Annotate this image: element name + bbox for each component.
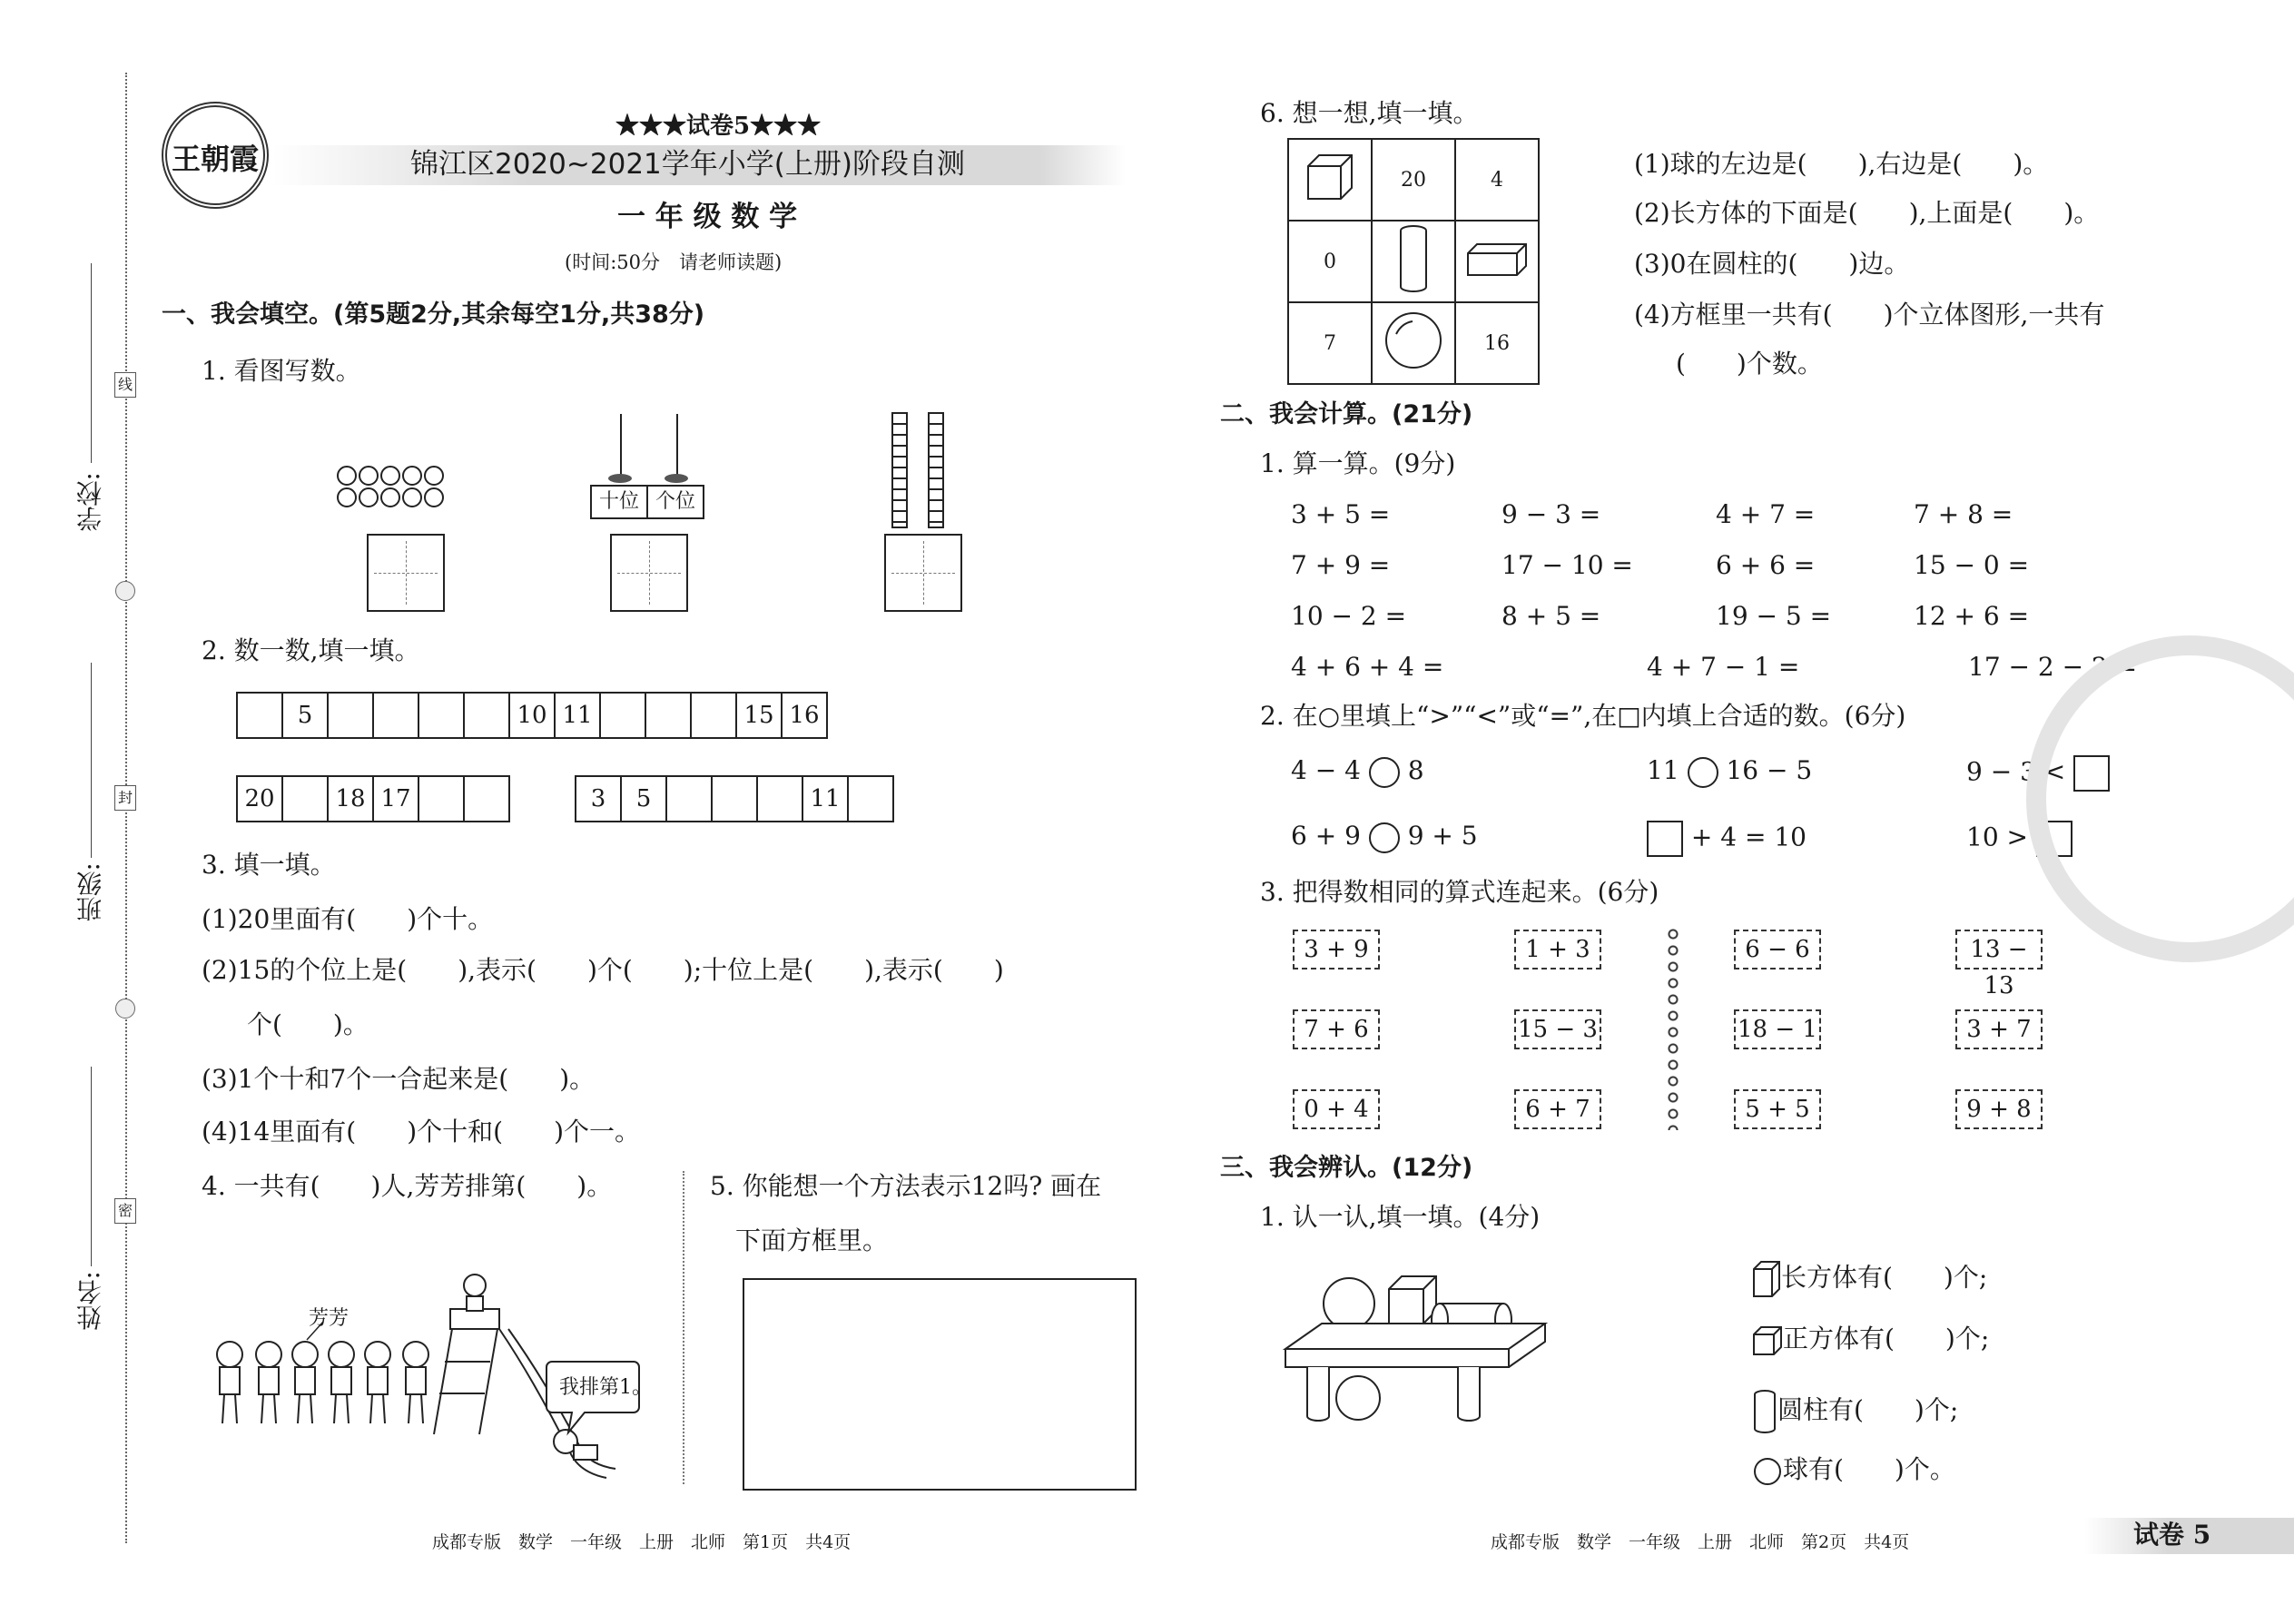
match-expr[interactable]: 1 + 3 <box>1514 930 1601 969</box>
grid-cell: 16 <box>1455 302 1539 384</box>
match-expr[interactable]: 18 − 1 <box>1734 1009 1821 1049</box>
q3-d: (4)14里面有( )个十和( )个一。 <box>202 1117 640 1147</box>
grid-cell-ball <box>1372 302 1455 384</box>
logo-text: 王朝霞 <box>171 142 259 176</box>
footer-right: 成都专版 数学 一年级 上册 北师 第2页 共4页 <box>1491 1532 1910 1552</box>
match-expr[interactable]: 9 + 8 <box>1955 1089 2043 1129</box>
paper-number: ★★★试卷5★★★ <box>615 113 822 140</box>
q5-label-1: 5. 你能想一个方法表示12吗? 画在 <box>710 1171 1102 1201</box>
seq-cell: 15 <box>736 693 782 738</box>
compare-right: + 4 = 10 <box>1690 822 1807 852</box>
solids-table-illustration <box>1280 1256 1552 1429</box>
calc-item: 15 − 0 = <box>1914 550 2030 580</box>
sequence-row-2a <box>236 775 510 822</box>
answer-box-1[interactable] <box>367 534 445 612</box>
name-label: 姓名: <box>75 1271 105 1331</box>
class-label: 班级: <box>75 862 105 922</box>
match-expr[interactable]: 13 − 13 <box>1955 930 2043 969</box>
seq-cell[interactable] <box>237 693 282 738</box>
compare-left: 9 − 3 < <box>1966 756 2066 787</box>
ball-icon <box>1752 1456 1783 1487</box>
cylinder-count-text: 圆柱有( )个; <box>1777 1394 1959 1425</box>
match-expr[interactable]: 3 + 9 <box>1293 930 1380 969</box>
section3-heading: 三、我会辨认。(12分) <box>1220 1154 1473 1182</box>
top-child <box>464 1275 486 1311</box>
compare-e <box>1647 821 1807 857</box>
grid-cell-cube <box>1288 139 1372 221</box>
cuboid-icon <box>1464 239 1530 279</box>
cube-count <box>1752 1324 1989 1356</box>
ones-label: 个位 <box>655 490 695 513</box>
q3-b2: 个( )。 <box>247 1009 369 1039</box>
q6-d2: ( )个数。 <box>1676 349 1823 379</box>
identify-label: 1. 认一认,填一填。(4分) <box>1260 1202 1541 1232</box>
q6-d1: (4)方框里一共有( )个立体图形,一共有 <box>1634 300 2105 330</box>
seq-cell[interactable] <box>464 776 509 822</box>
seq-cell[interactable] <box>464 693 509 738</box>
cube-stack-2 <box>928 412 944 528</box>
fangfang-tag: 芳芳 <box>309 1307 350 1330</box>
match-expr[interactable]: 15 − 3 <box>1514 1009 1601 1049</box>
compare-b <box>1647 755 1812 788</box>
q5-label-2: 下面方框里。 <box>735 1225 889 1255</box>
q3-b1: (2)15的个位上是( ),表示( )个( );十位上是( ),表示( ) <box>202 955 1004 985</box>
school-line <box>91 263 92 463</box>
match-expr[interactable]: 7 + 6 <box>1293 1009 1380 1049</box>
ball-count <box>1752 1454 1955 1487</box>
cylinder-icon <box>1752 1389 1777 1434</box>
calc-item: 6 + 6 = <box>1716 550 1816 580</box>
q4-label: 4. 一共有( )人,芳芳排第( )。 <box>202 1171 613 1201</box>
q3-c: (3)1个十和7个一合起来是( )。 <box>202 1064 596 1094</box>
compare-a <box>1291 755 1424 788</box>
compare-left: 10 > <box>1966 822 2028 852</box>
q3-label: 3. 填一填。 <box>202 850 336 880</box>
seq-cell[interactable] <box>418 776 464 822</box>
compare-right: 9 + 5 <box>1407 821 1478 851</box>
speech-text: 我排第1。 <box>559 1376 652 1399</box>
q2-label: 2. 数一数,填一填。 <box>202 635 420 665</box>
binding-hole-1 <box>115 581 135 601</box>
seq-cell: 10 <box>509 693 555 738</box>
cube-count-text: 正方体有( )个; <box>1783 1324 1990 1353</box>
calc-item: 17 − 2 − 2 = <box>1968 652 2138 682</box>
compare-circle[interactable] <box>1369 757 1400 788</box>
mark-xian: 线 <box>114 372 136 398</box>
seq-cell[interactable] <box>418 693 464 738</box>
cuboid-count <box>1752 1260 1987 1298</box>
seq-cell: 20 <box>237 776 282 822</box>
fill-box[interactable] <box>1647 821 1683 857</box>
answer-box-2[interactable] <box>610 534 688 612</box>
calc-item: 19 − 5 = <box>1716 601 1832 631</box>
q6-b: (2)长方体的下面是( ),上面是( )。 <box>1634 198 2100 228</box>
abacus-bead-ones <box>665 474 688 483</box>
compare-circle[interactable] <box>1688 757 1718 788</box>
q6-a: (1)球的左边是( ),右边是( )。 <box>1634 149 2049 179</box>
compare-circle[interactable] <box>1369 822 1400 853</box>
grid-cell: 7 <box>1288 302 1372 384</box>
sequence-row-2b <box>575 775 894 822</box>
seq-cell[interactable] <box>757 776 802 822</box>
seq-cell: 5 <box>282 693 328 738</box>
compare-right: 16 − 5 <box>1726 755 1813 785</box>
compare-left: 11 <box>1647 755 1679 785</box>
tens-label: 十位 <box>592 487 648 517</box>
seq-cell[interactable] <box>373 693 418 738</box>
grid-cell-cylinder <box>1372 221 1455 302</box>
q4-q5-divider <box>683 1171 684 1484</box>
cube-icon <box>1303 150 1357 204</box>
abacus-rod-ones <box>676 414 678 481</box>
ball-shape <box>1324 1278 1374 1329</box>
cube-icon <box>1752 1325 1783 1356</box>
cuboid-icon <box>1752 1260 1781 1298</box>
calc-item: 8 + 5 = <box>1501 601 1601 631</box>
match-expr[interactable]: 0 + 4 <box>1293 1089 1380 1129</box>
calc-label: 1. 算一算。(9分) <box>1260 448 1456 478</box>
cylinder-count <box>1752 1389 1958 1434</box>
match-expr[interactable]: 6 − 6 <box>1734 930 1821 969</box>
compare-right: 8 <box>1407 755 1424 785</box>
calc-item: 4 + 7 − 1 = <box>1647 652 1800 682</box>
grid-cell: 0 <box>1288 221 1372 302</box>
match-expr[interactable]: 6 + 7 <box>1514 1089 1601 1129</box>
calc-item: 4 + 6 + 4 = <box>1291 652 1444 682</box>
calc-item: 10 − 2 = <box>1291 601 1407 631</box>
calc-item: 3 + 5 = <box>1291 499 1391 529</box>
exam-subject: 一 年 级 数 学 <box>617 201 798 233</box>
secret-seal-watermark <box>2026 635 2294 962</box>
match-divider <box>1667 926 1679 1130</box>
seq-cell: 5 <box>621 776 666 822</box>
abacus-bead-tens <box>608 474 632 483</box>
q6-label: 6. 想一想,填一填。 <box>1260 98 1479 128</box>
calc-item: 12 + 6 = <box>1914 601 2030 631</box>
answer-box-3[interactable] <box>884 534 962 612</box>
seq-cell[interactable] <box>848 776 893 822</box>
section1-heading: 一、我会填空。(第5题2分,其余每空1分,共38分) <box>162 300 705 329</box>
name-line <box>91 1067 92 1266</box>
class-line <box>91 663 92 858</box>
q1-label: 1. 看图写数。 <box>202 356 361 386</box>
calc-item: 9 − 3 = <box>1501 499 1601 529</box>
compare-left: 6 + 9 <box>1291 821 1361 851</box>
cube-stack-1 <box>891 412 908 528</box>
leg-right <box>1458 1367 1480 1421</box>
grid-cell-cuboid <box>1455 221 1539 302</box>
match-label: 3. 把得数相同的算式连起来。(6分) <box>1260 877 1659 907</box>
tabletop <box>1285 1324 1545 1367</box>
seq-cell[interactable] <box>712 776 757 822</box>
shape-grid <box>1287 138 1540 385</box>
seq-cell: 16 <box>782 693 827 738</box>
sequence-row-1 <box>236 692 828 739</box>
calc-item: 7 + 9 = <box>1291 550 1391 580</box>
leg-left <box>1307 1367 1329 1421</box>
abacus-base <box>590 485 704 519</box>
child-figures <box>217 1342 428 1423</box>
seq-cell[interactable] <box>691 693 736 738</box>
abacus-rod-tens <box>620 414 622 481</box>
compare-left: 4 − 4 <box>1291 755 1361 785</box>
seq-cell: 18 <box>328 776 373 822</box>
school-label: 学校: <box>75 472 105 532</box>
seq-cell[interactable] <box>600 693 645 738</box>
ball-icon <box>1383 310 1443 370</box>
time-note: (时间:50分 请老师读题) <box>565 251 783 273</box>
ball-count-text: 球有( )个。 <box>1783 1454 1955 1484</box>
q6-c: (3)0在圆柱的( )边。 <box>1634 249 1910 279</box>
section2-heading: 二、我会计算。(21分) <box>1220 400 1473 428</box>
calc-item: 4 + 7 = <box>1716 499 1816 529</box>
cube-shape <box>1389 1276 1436 1324</box>
binding-hole-2 <box>115 999 135 1019</box>
calc-item: 7 + 8 = <box>1914 499 2013 529</box>
seq-cell: 3 <box>576 776 621 822</box>
match-expr[interactable]: 3 + 7 <box>1955 1009 2043 1049</box>
seq-cell[interactable] <box>645 693 691 738</box>
compare-label: 2. 在○里填上“>”“<”或“=”,在□内填上合适的数。(6分) <box>1260 701 1906 731</box>
footer-left: 成都专版 数学 一年级 上册 北师 第1页 共4页 <box>432 1532 852 1552</box>
seq-cell[interactable] <box>328 693 373 738</box>
seq-cell[interactable] <box>282 776 328 822</box>
calc-item: 17 − 10 = <box>1501 550 1633 580</box>
footer-tab: 试卷 5 <box>2133 1520 2211 1550</box>
q3-a: (1)20里面有( )个十。 <box>202 904 494 934</box>
mark-mi: 密 <box>114 1198 136 1224</box>
match-expr[interactable]: 5 + 5 <box>1734 1089 1821 1129</box>
seq-cell: 17 <box>373 776 418 822</box>
grid-cell: 4 <box>1455 139 1539 221</box>
cuboid-count-text: 长方体有( )个; <box>1781 1262 1988 1293</box>
sliding-child <box>554 1430 597 1460</box>
cylinder-icon <box>1395 223 1432 294</box>
compare-d <box>1291 821 1478 853</box>
mark-feng: 封 <box>114 785 136 811</box>
seq-cell: 11 <box>802 776 848 822</box>
grid-cell: 20 <box>1372 139 1455 221</box>
q5-drawing-box[interactable] <box>743 1278 1137 1491</box>
seq-cell[interactable] <box>666 776 712 822</box>
exam-title: 锦江区2020~2021学年小学(上册)阶段自测 <box>410 148 965 181</box>
ball-under <box>1336 1376 1380 1420</box>
seq-cell: 11 <box>555 693 600 738</box>
circles-group <box>336 465 481 508</box>
